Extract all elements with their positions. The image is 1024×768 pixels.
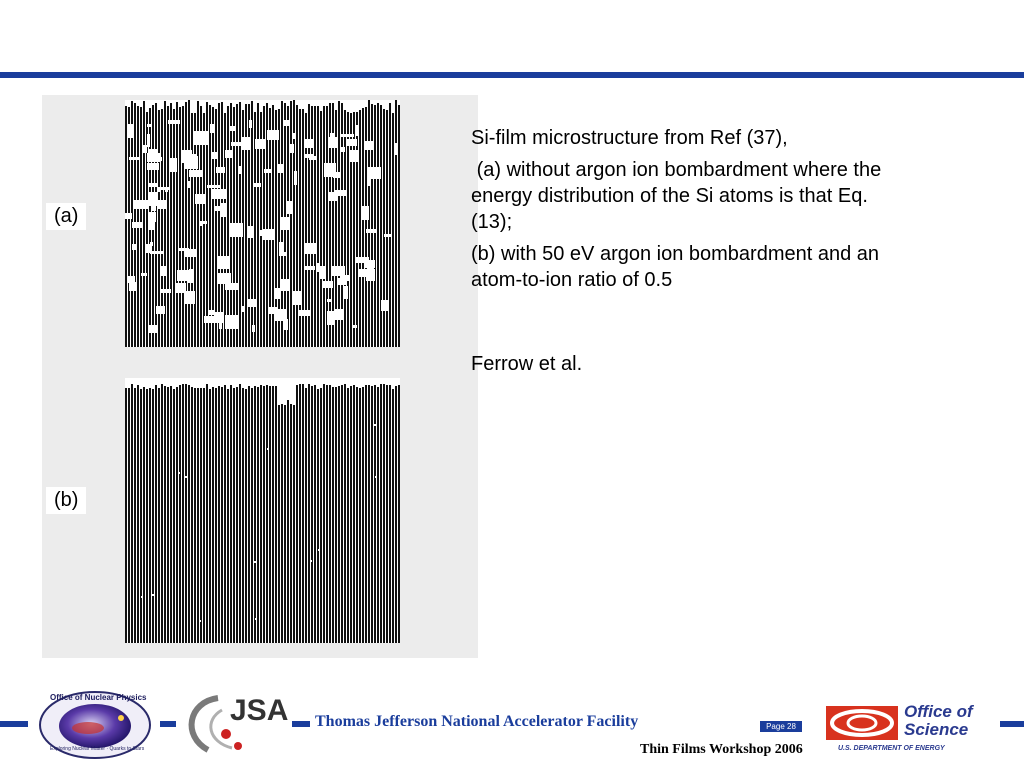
office-of-science-logo bbox=[824, 700, 973, 752]
caption-title: Si-film microstructure from Ref (37), bbox=[471, 127, 788, 149]
figure-caption bbox=[471, 125, 891, 383]
footer-rule-right bbox=[1000, 721, 1024, 727]
panel-label-a: (a) bbox=[46, 203, 86, 230]
caption-part-b: (b) with 50 eV argon ion bombardment and an atom-to-ion ratio of 0.5 bbox=[471, 243, 880, 291]
workshop-title: Thin Films Workshop 2006 bbox=[640, 742, 803, 757]
header-rule bbox=[0, 72, 1024, 78]
caption-part-a: (a) without argon ion bombardment where the energy distribution of the Si atoms is that Eq. (13); bbox=[471, 159, 887, 233]
nuclear-physics-logo-tagline: Exploring Nuclear Matter · Quarks to Stars bbox=[50, 746, 145, 752]
office-of-science-line2: Science bbox=[904, 720, 969, 739]
lab-name: Thomas Jefferson National Accelerator Facility bbox=[315, 713, 639, 730]
office-of-science-line3: U.S. DEPARTMENT OF ENERGY bbox=[838, 745, 945, 752]
footer-rule-mid2 bbox=[292, 721, 310, 727]
microstructure-image-a bbox=[125, 100, 400, 347]
footer-rule-mid bbox=[160, 721, 176, 727]
footer-rule-left bbox=[0, 721, 28, 727]
microstructure-figure bbox=[42, 95, 478, 658]
microstructure-image-b bbox=[125, 378, 400, 643]
jsa-logo-text: JSA bbox=[230, 694, 289, 727]
page-number: Page 28 bbox=[760, 721, 802, 732]
office-of-science-line1: Office of bbox=[904, 702, 973, 721]
nuclear-physics-logo-text: Office of Nuclear Physics bbox=[50, 693, 147, 702]
jsa-logo bbox=[178, 690, 292, 765]
nuclear-physics-logo bbox=[36, 688, 154, 765]
caption-reference: Ferrow et al. bbox=[471, 353, 583, 375]
panel-label-b: (b) bbox=[46, 487, 86, 514]
